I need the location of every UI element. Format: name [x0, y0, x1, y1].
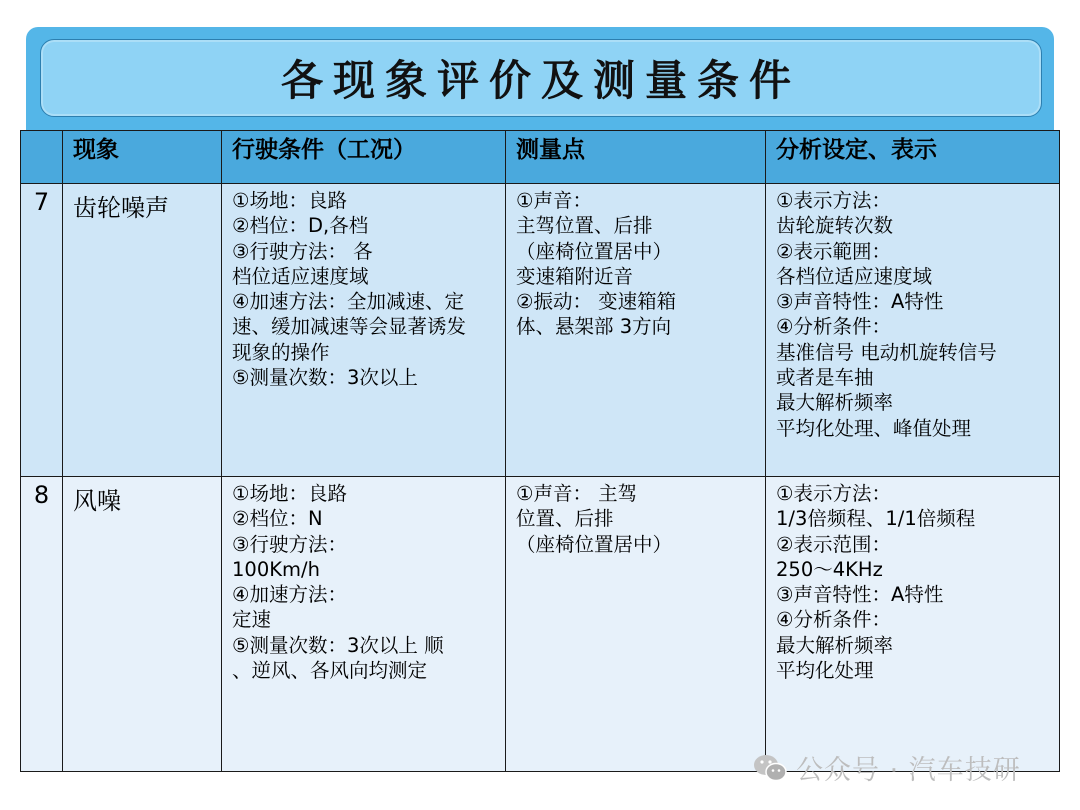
condition-line: ②档位：N	[232, 507, 323, 531]
conditions-cell	[222, 184, 506, 477]
condition-line: ③行驶方法： 各	[232, 239, 373, 263]
condition-line: 现象的操作	[232, 340, 330, 364]
analysis-line: ③声音特性：A特性	[776, 583, 944, 607]
condition-line: ②档位：D,各档	[232, 214, 369, 238]
point-line: （座椅位置居中）	[516, 239, 673, 263]
analysis-line: 平均化处理、峰值处理	[776, 416, 972, 440]
point-line: 变速箱附近音	[516, 264, 634, 288]
condition-line: ⑤测量次数：3次以上 顺	[232, 633, 444, 657]
title-banner	[26, 27, 1054, 139]
header-index	[21, 131, 63, 184]
phenomenon-cell: 风噪	[63, 477, 222, 772]
analysis-line: 1/3倍频程、1/1倍频程	[776, 507, 976, 531]
conditions-cell	[222, 477, 506, 772]
header-measure-points: 测量点	[506, 131, 766, 184]
analysis-line: ①表示方法：	[776, 189, 891, 212]
row-number: 7	[21, 184, 63, 477]
analysis-line: 基准信号 电动机旋转信号	[776, 340, 997, 364]
analysis-line: 最大解析频率	[776, 391, 894, 415]
table-row	[21, 477, 1060, 772]
row-number: 8	[21, 477, 63, 772]
header-conditions: 行驶条件（工况）	[222, 131, 506, 184]
condition-line: 速、缓加减速等会显著诱发	[232, 315, 467, 339]
condition-line: 定速	[232, 608, 272, 632]
condition-line: 100Km/h	[232, 557, 320, 581]
condition-line: ③行驶方法：	[232, 532, 347, 556]
condition-line: ①场地：良路	[232, 189, 347, 212]
condition-line: ④加速方法：	[232, 583, 347, 607]
header-phenomenon: 现象	[63, 131, 222, 184]
condition-line: ①场地：良路	[232, 482, 347, 505]
phenomenon-cell: 齿轮噪声	[63, 184, 222, 477]
condition-line: ④加速方法：全加减速、定	[232, 290, 464, 314]
page-title: 各现象评价及测量条件	[280, 56, 801, 105]
point-line: 主驾位置、后排	[516, 214, 653, 238]
analysis-line: ①表示方法：	[776, 482, 891, 505]
point-line: ②振动： 变速箱箱	[516, 290, 677, 314]
watermark	[752, 748, 1021, 787]
analysis-line: 齿轮旋转次数	[776, 214, 894, 238]
table-row	[21, 184, 1060, 477]
point-line: 体、悬架部 3方向	[516, 315, 672, 339]
point-line: ①声音： 主驾	[516, 482, 638, 505]
table-header-row	[21, 131, 1060, 184]
condition-line: ⑤测量次数：3次以上	[232, 366, 418, 390]
point-line: （座椅位置居中）	[516, 532, 673, 556]
analysis-cell	[766, 184, 1060, 477]
analysis-line: ②表示範囲：	[776, 239, 891, 263]
conditions-table	[20, 130, 1060, 772]
analysis-line: 各档位适应速度域	[776, 264, 933, 288]
condition-line: 档位适应速度域	[232, 264, 369, 288]
analysis-line: 平均化处理	[776, 659, 874, 683]
analysis-line: ④分析条件：	[776, 608, 891, 632]
analysis-line: 最大解析频率	[776, 633, 894, 657]
analysis-line: 或者是车抽	[776, 366, 874, 390]
points-cell	[506, 184, 766, 477]
analysis-line: ②表示范围：	[776, 532, 891, 556]
title-banner-inner	[40, 39, 1042, 117]
point-line: 位置、后排	[516, 507, 614, 531]
point-line: ①声音：	[516, 189, 592, 212]
analysis-line: ④分析条件：	[776, 315, 891, 339]
analysis-line: ③声音特性：A特性	[776, 290, 944, 314]
watermark-text: 公众号 · 汽车技研	[796, 755, 1021, 786]
analysis-line: 250～4KHz	[776, 557, 883, 581]
points-cell	[506, 477, 766, 772]
wechat-icon	[752, 752, 788, 784]
analysis-cell	[766, 477, 1060, 772]
header-analysis: 分析设定、表示	[766, 131, 1060, 184]
condition-line: 、逆风、各风向均测定	[232, 659, 428, 683]
